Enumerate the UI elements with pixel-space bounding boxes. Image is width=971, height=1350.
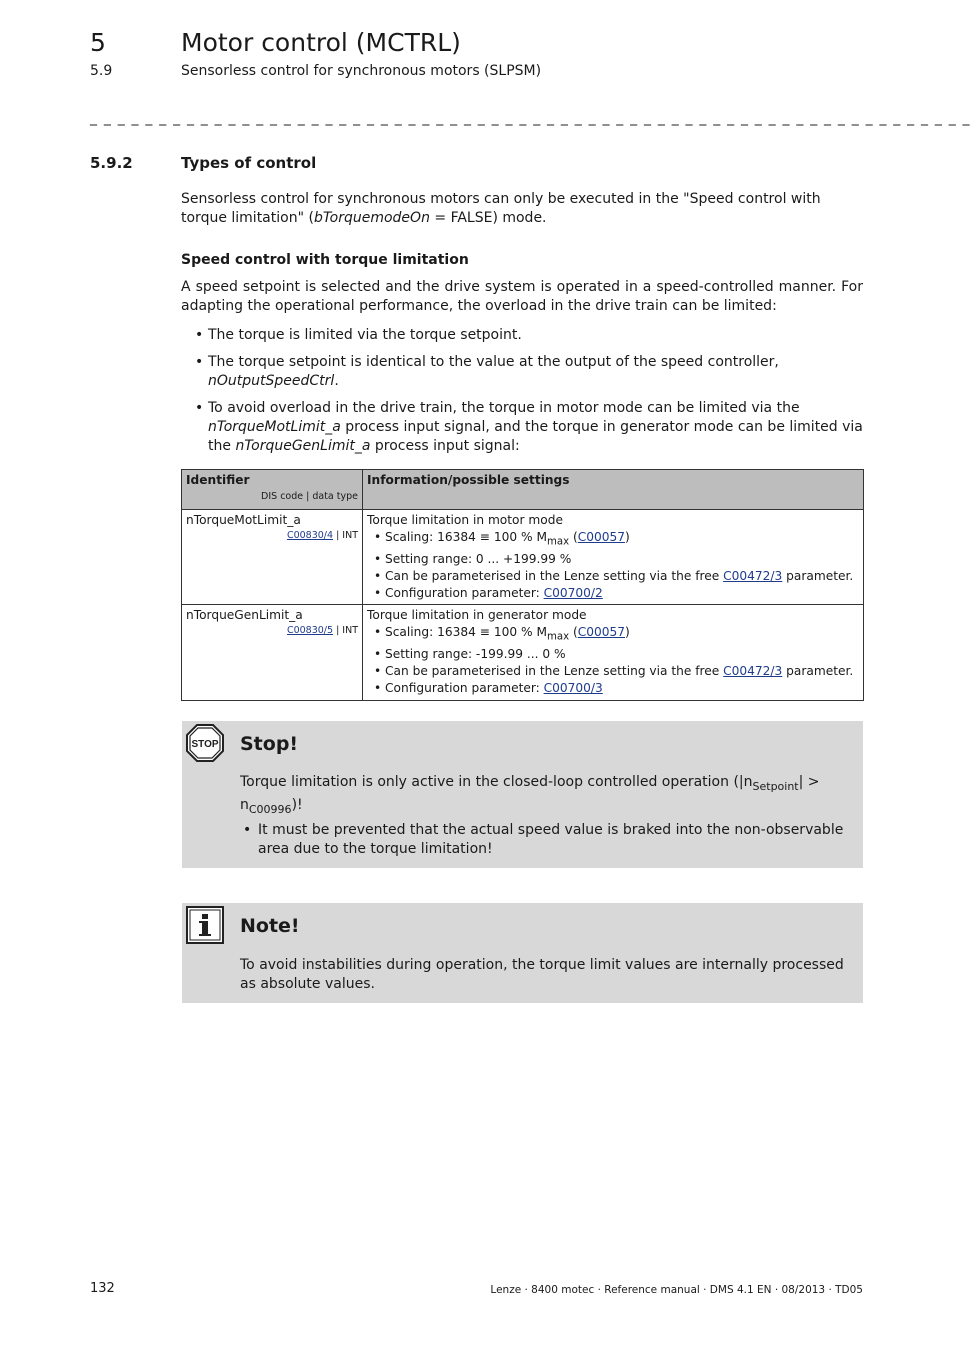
config-text: Configuration parameter:	[385, 681, 544, 696]
identifier-code	[186, 624, 358, 637]
table-cell-identifier	[182, 605, 363, 700]
bullet-3-text-a: To avoid overload in the drive train, the torque in motor mode can be limited via the	[208, 400, 800, 416]
data-type: | INT	[333, 625, 358, 637]
note-box	[182, 903, 863, 1003]
header-rule: _ _ _ _ _ _ _ _ _ _ _ _ _ _ _ _ _ _ _ _ _ _ _ _ _ _ _ _ _ _ _ _ _ _ _ _ _ _ _ _ _ _ _ _ _ _ _ _ _ _ _ _ _ _ _ _ _ _ _ _ _ _ _ _	[90, 110, 971, 126]
chapter-number: 5	[90, 28, 106, 57]
info-lenze-setting	[367, 663, 859, 680]
param-link[interactable]: C00472/3	[723, 568, 783, 583]
note-heading: Note!	[240, 915, 300, 937]
bullet-3-text-b: process input signal, and the torque in generator mode can be limited via the	[208, 419, 863, 454]
config-link[interactable]: C00700/3	[543, 681, 603, 696]
bullet-2-end: .	[334, 373, 339, 389]
table-header-identifier	[182, 470, 363, 510]
speed-section-paragraph: A speed setpoint is selected and the drive system is operated in a speed-controlled manner. For adapting the operational performance, the overload in the drive train can be limited:	[181, 279, 863, 314]
param-text: Can be parameterised in the Lenze setting via the free	[385, 664, 724, 679]
table-header-info: Information/possible settings	[363, 470, 864, 510]
chapter-title: Motor control (MCTRL)	[181, 28, 461, 57]
stop-text-c: )!	[291, 796, 303, 813]
info-title: Torque limitation in motor mode	[367, 513, 563, 527]
parameter-table	[181, 469, 864, 701]
info-config	[367, 680, 859, 697]
bullet-2-text: The torque setpoint is identical to the value at the output of the speed controller,	[208, 354, 779, 370]
intro-text-2: = FALSE) mode.	[429, 210, 547, 226]
table-cell-identifier	[182, 510, 363, 605]
intro-text-1: Sensorless control for synchronous motors can only be executed in the "Speed control with torque limitation" (	[181, 191, 821, 226]
scaling-subscript: max	[546, 631, 570, 643]
stop-text-a: Torque limitation is only active in the closed-loop controlled operation (|n	[240, 774, 753, 790]
scaling-subscript: max	[546, 536, 570, 548]
scaling-link[interactable]: C00057	[577, 529, 626, 544]
config-link[interactable]: C00700/2	[543, 585, 603, 600]
param-text: Can be parameterised in the Lenze setting via the free	[385, 568, 724, 583]
bullet-overload	[181, 399, 863, 456]
intro-signal-name: bTorquemodeOn	[313, 210, 430, 226]
param-end: parameter.	[782, 664, 854, 679]
info-title: Torque limitation in generator mode	[367, 608, 587, 623]
stop-text-b: | > n	[240, 774, 820, 813]
scaling-close: )	[625, 625, 630, 640]
info-scaling	[367, 624, 859, 646]
stop-box	[182, 721, 863, 868]
data-type: | INT	[333, 529, 358, 541]
info-config	[367, 585, 859, 602]
footer-doc-info: Lenze · 8400 motec · Reference manual · DMS 4.1 EN · 08/2013 · TD05	[490, 1284, 863, 1296]
bullet-3-signal-mot: nTorqueMotLimit_a	[208, 419, 341, 435]
info-lenze-setting	[367, 568, 859, 585]
scaling-open: (	[569, 625, 578, 640]
speed-section-bullets	[181, 326, 863, 464]
subsection-number: 5.9.2	[90, 154, 133, 172]
identifier-code	[186, 529, 358, 542]
table-row	[182, 510, 864, 605]
stop-text	[240, 773, 850, 819]
intro-paragraph	[181, 190, 863, 228]
subsection-title: Types of control	[181, 154, 317, 172]
table-cell-info	[363, 510, 864, 605]
config-text: Configuration parameter:	[385, 585, 544, 600]
identifier-name: nTorqueGenLimit_a	[186, 608, 303, 623]
stop-sign-icon	[186, 724, 224, 766]
bullet-2-signal: nOutputSpeedCtrl	[208, 373, 335, 389]
dis-code-link[interactable]: C00830/5	[286, 625, 334, 637]
info-range: • Setting range: 0 ... +199.99 %	[367, 551, 859, 568]
section-number: 5.9	[90, 63, 113, 79]
bullet-marker: •	[243, 822, 252, 838]
info-icon	[186, 906, 224, 948]
param-end: parameter.	[782, 568, 854, 583]
identifier-name: nTorqueMotLimit_a	[186, 513, 301, 527]
header-identifier-label: Identifier	[186, 473, 250, 487]
stop-sub-setpoint: Setpoint	[752, 779, 799, 793]
stop-heading: Stop!	[240, 733, 299, 755]
scaling-link[interactable]: C00057	[577, 625, 626, 640]
table-header-row	[182, 470, 864, 510]
bullet-torque-setpoint	[181, 353, 863, 391]
header-identifier-sub: DIS code | data type	[261, 490, 358, 502]
bullet-torque-limited: • The torque is limited via the torque setpoint.	[181, 326, 863, 345]
stop-bullet-text: It must be prevented that the actual speed value is braked into the non-observable area due to the torque limitation!	[258, 822, 844, 857]
bullet-3-signal-gen: nTorqueGenLimit_a	[235, 438, 371, 454]
section-title: Sensorless control for synchronous motors (SLPSM)	[181, 63, 542, 79]
info-range: • Setting range: -199.99 ... 0 %	[367, 646, 859, 663]
stop-bullet	[243, 821, 852, 859]
note-text: To avoid instabilities during operation, the torque limit values are internally processed as absolute values.	[240, 957, 844, 992]
scaling-text: Scaling: 16384 ≡ 100 % M	[385, 529, 547, 544]
table-row	[182, 605, 864, 700]
dis-code-link[interactable]: C00830/4	[286, 529, 334, 541]
info-scaling	[367, 529, 859, 551]
stop-sub-code: C00996	[248, 802, 292, 816]
scaling-text: Scaling: 16384 ≡ 100 % M	[385, 625, 547, 640]
stop-sign-label: STOP	[191, 739, 219, 750]
param-link[interactable]: C00472/3	[723, 664, 783, 679]
page-number: 132	[90, 1281, 115, 1296]
table-cell-info	[363, 605, 864, 700]
speed-section-heading: Speed control with torque limitation	[181, 252, 469, 268]
bullet-3-text-c: process input signal:	[370, 438, 520, 454]
scaling-open: (	[569, 529, 578, 544]
scaling-close: )	[625, 529, 630, 544]
